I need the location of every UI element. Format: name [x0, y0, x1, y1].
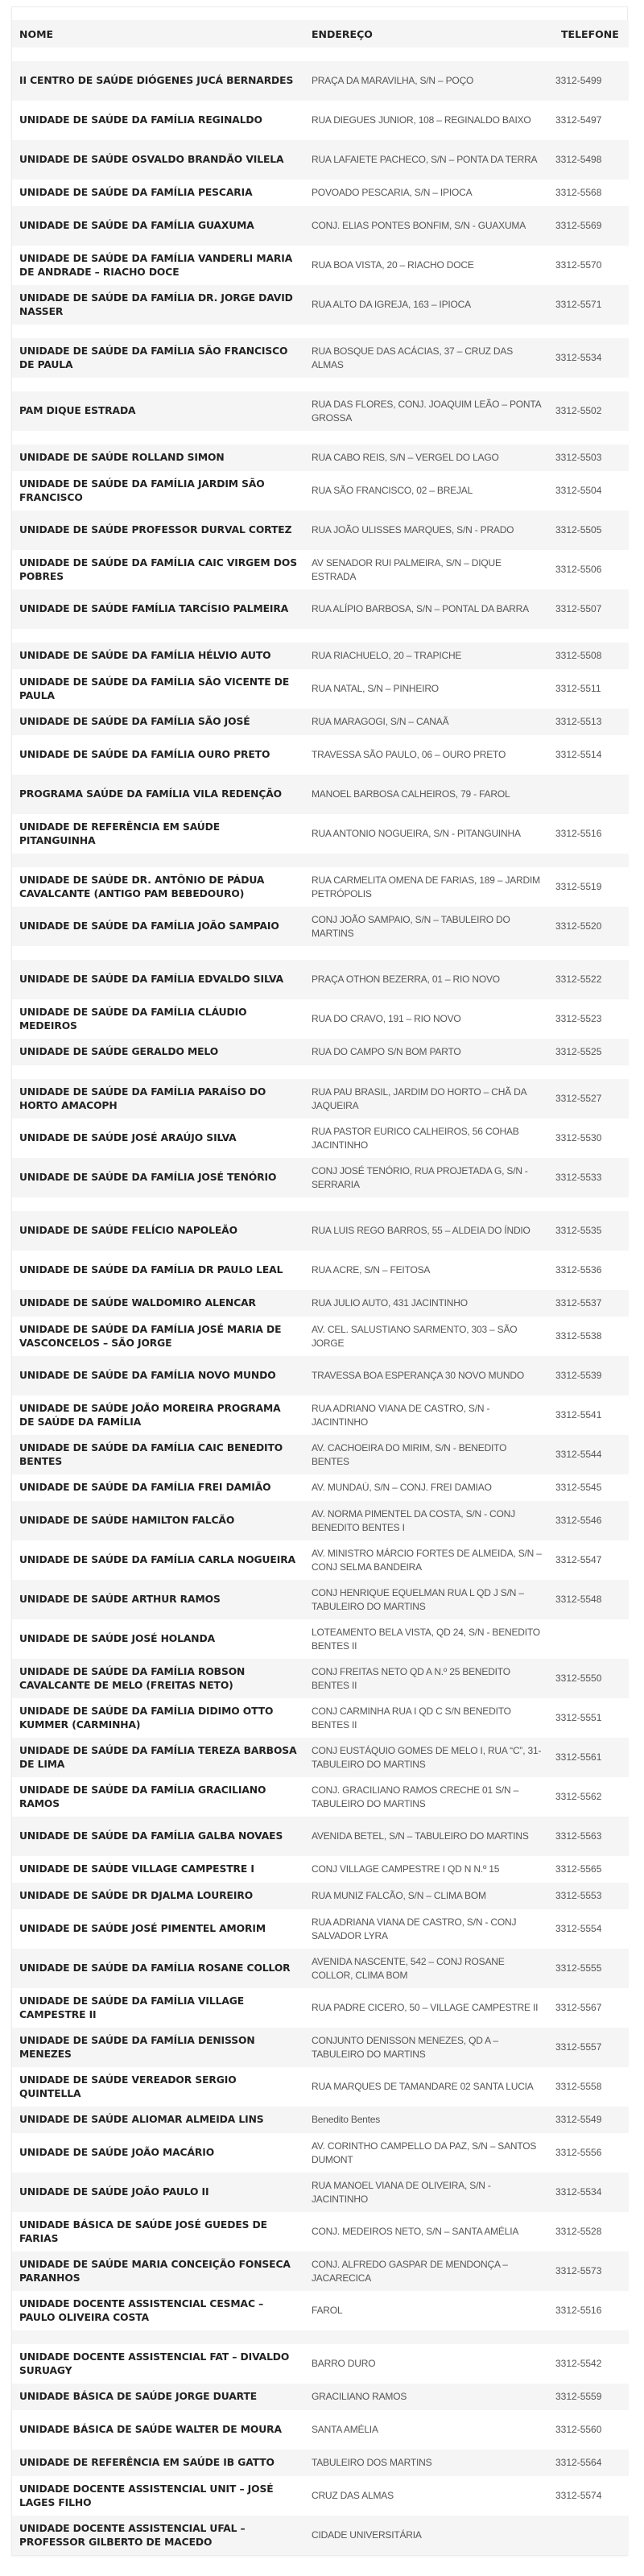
- cell-name: UNIDADE DE SAÚDE DR DJALMA LOUREIRO: [19, 1890, 254, 1901]
- spacer-cell: [12, 48, 629, 61]
- cell-phone: 3312-5522: [555, 974, 602, 985]
- header-address: ENDEREÇO: [304, 20, 554, 48]
- cell-phone: 3312-5554: [555, 1923, 602, 1934]
- cell-phone: 3312-5570: [555, 259, 602, 271]
- cell-name: UNIDADE DE SAÚDE DA FAMÍLIA REGINALDO: [19, 114, 262, 126]
- cell-address: CONJUNTO DENISSON MENEZES, QD A – TABULEIRO DO MARTINS: [312, 2034, 498, 2060]
- cell-address: POVOADO PESCARIA, S/N – IPIOCA: [312, 187, 473, 198]
- table-row: [12, 2450, 629, 2476]
- cell-phone: 3312-5541: [555, 1409, 602, 1420]
- cell-name: UNIDADE DE SAÚDE ALIOMAR ALMEIDA LINS: [19, 2114, 264, 2125]
- cell-phone: 3312-5547: [555, 1554, 602, 1565]
- table-row: [12, 999, 629, 1039]
- cell-phone: 3312-5538: [555, 1330, 602, 1342]
- cell-name: UNIDADE DE SAÚDE PROFESSOR DURVAL CORTEZ: [19, 524, 292, 535]
- cell-address: SANTA AMÉLIA: [312, 2424, 378, 2435]
- cell-name: UNIDADE DE SAÚDE DA FAMÍLIA PESCARIA: [19, 187, 253, 198]
- cell-name: UNIDADE DE SAÚDE DA FAMÍLIA ROSANE COLLOR: [19, 1962, 291, 1974]
- cell-phone: 3312-5567: [555, 2002, 602, 2013]
- health-units-table-container: [11, 6, 628, 2556]
- cell-phone: 3312-5548: [555, 1594, 602, 1605]
- table-row: [12, 391, 629, 431]
- cell-address: CONJ. MEDEIROS NETO, S/N – SANTA AMÉLIA: [312, 2226, 519, 2237]
- table-row: [12, 101, 629, 140]
- table-row: [12, 140, 629, 180]
- table-row: [12, 1501, 629, 1540]
- cell-address: RUA ANTONIO NOGUEIRA, S/N - PITANGUINHA: [312, 828, 521, 839]
- cell-name: UNIDADE DE SAÚDE FELÍCIO NAPOLEÃO: [19, 1225, 237, 1236]
- cell-name: UNIDADE DE SAÚDE WALDOMIRO ALENCAR: [19, 1297, 256, 1309]
- table-row: [12, 1290, 629, 1317]
- cell-address: RUA PASTOR EURICO CALHEIROS, 56 COHAB JACINTINHO: [312, 1125, 519, 1151]
- table-row: [12, 285, 629, 325]
- table-row: [12, 1949, 629, 1988]
- header-name: NOME: [12, 20, 304, 48]
- cell-name: UNIDADE DOCENTE ASSISTENCIAL FAT – DIVALDO SURUAGY: [19, 2351, 290, 2376]
- cell-phone: 3312-5516: [555, 828, 602, 839]
- cell-phone: [554, 2516, 629, 2555]
- cell-address: TRAVESSA BOA ESPERANÇA 30 NOVO MUNDO: [312, 1370, 524, 1381]
- table-row: [12, 2173, 629, 2212]
- cell-phone: 3312-5556: [555, 2147, 602, 2158]
- cell-phone: 3312-5514: [555, 749, 602, 760]
- cell-name: UNIDADE DE SAÚDE JOÃO MACÁRIO: [19, 2147, 215, 2158]
- spacer-row: [12, 946, 629, 960]
- cell-address: RUA DO CAMPO S/N BOM PARTO: [312, 1046, 461, 1057]
- cell-name: UNIDADE DE SAÚDE ARTHUR RAMOS: [19, 1594, 221, 1605]
- cell-address: CONJ. ELIAS PONTES BONFIM, S/N - GUAXUMA: [312, 220, 526, 231]
- cell-address: AV. NORMA PIMENTEL DA COSTA, S/N - CONJ BENEDITO BENTES I: [312, 1507, 515, 1533]
- cell-address: RUA JULIO AUTO, 431 JACINTINHO: [312, 1297, 468, 1309]
- table-row: [12, 1356, 629, 1396]
- spacer-row: [12, 2330, 629, 2344]
- cell-address: FAROL: [312, 2305, 343, 2316]
- table-row: [12, 1435, 629, 1474]
- cell-name: UNIDADE DE SAÚDE DA FAMÍLIA CAIC VIRGEM DOS POBRES: [19, 556, 297, 582]
- cell-phone: 3312-5555: [555, 1962, 602, 1974]
- cell-address: GRACILIANO RAMOS: [312, 2391, 407, 2402]
- table-row: [12, 338, 629, 378]
- table-row: [12, 1158, 629, 1197]
- cell-phone: 3312-5534: [555, 352, 602, 363]
- table-row: [12, 1856, 629, 1883]
- cell-phone: 3312-5513: [555, 716, 602, 727]
- cell-phone: 3312-5560: [555, 2424, 602, 2435]
- cell-address: CONJ FREITAS NETO QD A N.º 25 BENEDITO BENTES II: [312, 1665, 510, 1691]
- cell-name: UNIDADE DE SAÚDE DA FAMÍLIA SÃO VICENTE DE PAULA: [19, 676, 290, 701]
- cell-name: UNIDADE DE SAÚDE DA FAMÍLIA CARLA NOGUEIRA: [19, 1554, 295, 1565]
- cell-phone: 3312-5499: [555, 75, 602, 86]
- table-row: [12, 2251, 629, 2291]
- cell-name: UNIDADE DE SAÚDE DA FAMÍLIA EDVALDO SILVA: [19, 974, 284, 985]
- table-row: [12, 1540, 629, 1580]
- table-header-row: [12, 20, 629, 48]
- cell-address: AV. CACHOEIRA DO MIRIM, S/N - BENEDITO BENTES: [312, 1441, 507, 1467]
- cell-address: AVENIDA BETEL, S/N – TABULEIRO DO MARTINS: [312, 1830, 529, 1842]
- table-row: [12, 867, 629, 907]
- cell-address: CRUZ DAS ALMAS: [312, 2490, 394, 2501]
- table-row: [12, 246, 629, 285]
- cell-name: UNIDADE DE SAÚDE DA FAMÍLIA GRACILIANO RAMOS: [19, 1784, 266, 1809]
- cell-phone: 3312-5534: [555, 2186, 602, 2198]
- cell-address: AV. CORINTHO CAMPELLO DA PAZ, S/N – SANTOS DUMONT: [312, 2140, 537, 2165]
- cell-name: UNIDADE DE SAÚDE VEREADOR SERGIO QUINTELLA: [19, 2074, 237, 2099]
- table-row: [12, 960, 629, 999]
- spacer-row: [12, 854, 629, 867]
- table-row: [12, 2133, 629, 2173]
- cell-phone: 3312-5558: [555, 2081, 602, 2092]
- cell-address: AVENIDA NASCENTE, 542 – CONJ ROSANE COLLOR, CLIMA BOM: [312, 1955, 505, 1981]
- cell-address: CONJ CARMINHA RUA I QD C S/N BENEDITO BENTES II: [312, 1705, 511, 1730]
- table-row: [12, 1817, 629, 1856]
- table-row: [12, 2344, 629, 2384]
- table-row: [12, 735, 629, 775]
- cell-address: RUA ACRE, S/N – FEITOSA: [312, 1264, 431, 1276]
- cell-name: UNIDADE DE SAÚDE MARIA CONCEIÇÃO FONSECA PARANHOS: [19, 2258, 291, 2284]
- cell-name: UNIDADE DE SAÚDE GERALDO MELO: [19, 1046, 219, 1057]
- cell-name: UNIDADE BÁSICA DE SAÚDE WALTER DE MOURA: [19, 2424, 282, 2435]
- cell-phone: 3312-5530: [555, 1132, 602, 1143]
- table-row: [12, 814, 629, 854]
- table-body: [12, 48, 629, 2555]
- table-row: [12, 1738, 629, 1777]
- spacer-row: [12, 48, 629, 61]
- cell-name: UNIDADE DE SAÚDE DA FAMÍLIA OURO PRETO: [19, 749, 270, 760]
- cell-address: RUA PAU BRASIL, JARDIM DO HORTO – CHÃ DA JAQUEIRA: [312, 1085, 526, 1111]
- cell-name: UNIDADE DOCENTE ASSISTENCIAL UFAL – PROFESSOR GILBERTO DE MACEDO: [19, 2522, 246, 2548]
- cell-phone: 3312-5528: [555, 2226, 602, 2237]
- spacer-cell: [12, 854, 629, 867]
- table-row: [12, 1698, 629, 1738]
- table-row: [12, 1079, 629, 1118]
- cell-phone: 3312-5506: [555, 564, 602, 575]
- cell-phone: 3312-5527: [555, 1093, 602, 1104]
- cell-phone: 3312-5553: [555, 1890, 602, 1901]
- cell-address: PRAÇA DA MARAVILHA, S/N – POÇO: [312, 75, 474, 86]
- table-row: [12, 589, 629, 629]
- spacer-row: [12, 325, 629, 338]
- cell-phone: 3312-5569: [555, 220, 602, 231]
- cell-name: UNIDADE DE REFERÊNCIA EM SAÚDE PITANGUINHA: [19, 821, 221, 846]
- table-row: [12, 471, 629, 511]
- table-row: [12, 709, 629, 735]
- table-row: [12, 1317, 629, 1356]
- spacer-cell: [12, 378, 629, 391]
- cell-address: RUA DO CRAVO, 191 – RIO NOVO: [312, 1013, 461, 1024]
- table-row: [12, 1619, 629, 1659]
- table-row: [12, 2212, 629, 2251]
- cell-address: CONJ VILLAGE CAMPESTRE I QD N N.º 15: [312, 1863, 500, 1875]
- cell-address: RUA BOSQUE DAS ACÁCIAS, 37 – CRUZ DAS ALMAS: [312, 345, 514, 370]
- cell-phone: 3312-5565: [555, 1863, 602, 1875]
- cell-phone: 3312-5523: [555, 1013, 602, 1024]
- cell-phone: 3312-5520: [555, 920, 602, 932]
- cell-address: RUA DAS FLORES, CONJ. JOAQUIM LEÃO – PONTA GROSSA: [312, 398, 541, 424]
- table-row: [12, 1474, 629, 1501]
- cell-phone: 3312-5502: [555, 405, 602, 416]
- cell-name: UNIDADE DE SAÚDE DA FAMÍLIA JOSÉ TENÓRIO: [19, 1172, 277, 1183]
- table-row: [12, 61, 629, 101]
- cell-address: CONJ. GRACILIANO RAMOS CRECHE 01 S/N – TABULEIRO DO MARTINS: [312, 1784, 519, 1809]
- cell-name: UNIDADE DE SAÚDE JOÃO MOREIRA PROGRAMA DE SAÚDE DA FAMÍLIA: [19, 1402, 281, 1428]
- cell-phone: 3312-5568: [555, 187, 602, 198]
- cell-name: UNIDADE DE SAÚDE HAMILTON FALCÃO: [19, 1515, 235, 1526]
- table-row: [12, 1883, 629, 1909]
- spacer-cell: [12, 2330, 629, 2344]
- spacer-row: [12, 1197, 629, 1211]
- cell-name: UNIDADE DE SAÚDE JOSÉ HOLANDA: [19, 1633, 216, 1644]
- cell-name: UNIDADE DE SAÚDE JOÃO PAULO II: [19, 2186, 209, 2198]
- cell-name: UNIDADE DE SAÚDE DA FAMÍLIA GUAXUMA: [19, 220, 254, 231]
- health-units-table: [12, 20, 629, 2555]
- table-row: [12, 1118, 629, 1158]
- cell-address: RUA NATAL, S/N – PINHEIRO: [312, 683, 439, 694]
- cell-name: UNIDADE DE SAÚDE DR. ANTÔNIO DE PÁDUA CAVALCANTE (ANTIGO PAM BEBEDOURO): [19, 874, 265, 899]
- table-row: [12, 643, 629, 669]
- cell-name: UNIDADE DE SAÚDE DA FAMÍLIA PARAÍSO DO HORTO AMACOPH: [19, 1085, 266, 1111]
- table-row: [12, 1211, 629, 1251]
- cell-phone: 3312-5562: [555, 1791, 602, 1802]
- cell-address: RUA ADRIANO VIANA DE CASTRO, S/N - JACINTINHO: [312, 1402, 490, 1428]
- cell-address: CONJ EUSTÁQUIO GOMES DE MELO I, RUA “C”, 31- TABULEIRO DO MARTINS: [312, 1744, 542, 1770]
- cell-address: RUA MANOEL VIANA DE OLIVEIRA, S/N - JACINTINHO: [312, 2179, 491, 2205]
- table-row: [12, 511, 629, 550]
- cell-phone: 3312-5497: [555, 114, 602, 126]
- cell-phone: 3312-5519: [555, 881, 602, 892]
- cell-phone: 3312-5508: [555, 650, 602, 661]
- cell-name: UNIDADE DE SAÚDE DA FAMÍLIA SÃO FRANCISCO DE PAULA: [19, 345, 288, 370]
- cell-phone: 3312-5503: [555, 452, 602, 463]
- cell-name: UNIDADE DE SAÚDE DA FAMÍLIA VILLAGE CAMPESTRE II: [19, 1995, 245, 2020]
- cell-phone: 3312-5507: [555, 603, 602, 614]
- cell-address: RUA JOÃO ULISSES MARQUES, S/N - PRADO: [312, 524, 514, 535]
- cell-phone: 3312-5564: [555, 2457, 602, 2468]
- spacer-row: [12, 629, 629, 643]
- cell-phone: [554, 1619, 629, 1659]
- cell-phone: 3312-5563: [555, 1830, 602, 1842]
- table-row: [12, 1909, 629, 1949]
- cell-address: CONJ. ALFREDO GASPAR DE MENDONÇA – JACARECICA: [312, 2258, 508, 2284]
- spacer-cell: [12, 1197, 629, 1211]
- cell-phone: 3312-5545: [555, 1482, 602, 1493]
- cell-phone: 3312-5544: [555, 1449, 602, 1460]
- cell-name: UNIDADE DE SAÚDE ROLLAND SIMON: [19, 452, 225, 463]
- cell-name: UNIDADE BÁSICA DE SAÚDE JORGE DUARTE: [19, 2391, 258, 2402]
- cell-address: RUA CARMELITA OMENA DE FARIAS, 189 – JARDIM PETRÓPOLIS: [312, 874, 540, 899]
- cell-name: UNIDADE DE SAÚDE DA FAMÍLIA DR PAULO LEAL: [19, 1264, 283, 1276]
- cell-name: UNIDADE DE SAÚDE DA FAMÍLIA JARDIM SÃO FRANCISCO: [19, 478, 265, 503]
- cell-phone: 3312-5533: [555, 1172, 602, 1183]
- cell-phone: 3312-5505: [555, 524, 602, 535]
- table-row: [12, 1777, 629, 1817]
- cell-address: AV. MINISTRO MÁRCIO FORTES DE ALMEIDA, S/N – CONJ SELMA BANDEIRA: [312, 1547, 542, 1573]
- table-row: [12, 550, 629, 589]
- cell-address: RUA DIEGUES JUNIOR, 108 – REGINALDO BAIXO: [312, 114, 531, 126]
- cell-phone: 3312-5557: [555, 2041, 602, 2053]
- cell-name: UNIDADE DE SAÚDE DA FAMÍLIA CAIC BENEDITO BENTES: [19, 1441, 283, 1467]
- cell-name: UNIDADE DE SAÚDE DA FAMÍLIA DR. JORGE DAVID NASSER: [19, 292, 293, 317]
- header-phone: TELEFONE: [554, 20, 629, 48]
- cell-address: PRAÇA OTHON BEZERRA, 01 – RIO NOVO: [312, 974, 500, 985]
- spacer-cell: [12, 431, 629, 444]
- table-row: [12, 1580, 629, 1619]
- table-row: [12, 2384, 629, 2410]
- cell-name: UNIDADE DE SAÚDE DA FAMÍLIA DENISSON MENEZES: [19, 2034, 255, 2060]
- cell-name: UNIDADE DE SAÚDE DA FAMÍLIA ROBSON CAVALCANTE DE MELO (FREITAS NETO): [19, 1665, 246, 1691]
- table-row: [12, 444, 629, 471]
- cell-name: UNIDADE DE SAÚDE DA FAMÍLIA SÃO JOSÉ: [19, 716, 250, 727]
- cell-phone: 3312-5516: [555, 2305, 602, 2316]
- cell-name: UNIDADE DE SAÚDE DA FAMÍLIA CLÁUDIO MEDEIROS: [19, 1006, 247, 1032]
- cell-address: RUA SÃO FRANCISCO, 02 – BREJAL: [312, 485, 473, 496]
- cell-address: TABULEIRO DOS MARTINS: [312, 2457, 432, 2468]
- cell-address: Benedito Bentes: [312, 2114, 381, 2125]
- table-row: [12, 1039, 629, 1065]
- cell-address: RUA RIACHUELO, 20 – TRAPICHE: [312, 650, 462, 661]
- cell-address: RUA ALTO DA IGREJA, 163 – IPIOCA: [312, 299, 471, 310]
- cell-phone: 3312-5559: [555, 2391, 602, 2402]
- cell-phone: 3312-5574: [555, 2490, 602, 2501]
- cell-phone: 3312-5511: [555, 683, 601, 694]
- cell-name: UNIDADE DE SAÚDE FAMÍLIA TARCÍSIO PALMEIRA: [19, 603, 289, 614]
- spacer-row: [12, 1065, 629, 1079]
- cell-name: UNIDADE DE SAÚDE DA FAMÍLIA GALBA NOVAES: [19, 1830, 283, 1842]
- cell-address: AV. CEL. SALUSTIANO SARMENTO, 303 – SÃO JORGE: [312, 1323, 518, 1349]
- cell-phone: 3312-5546: [555, 1515, 602, 1526]
- table-row: [12, 180, 629, 206]
- cell-phone: 3312-5504: [555, 485, 602, 496]
- cell-phone: 3312-5539: [555, 1370, 602, 1381]
- cell-phone: 3312-5537: [555, 1297, 602, 1309]
- cell-name: PAM DIQUE ESTRADA: [19, 405, 136, 416]
- table-row: [12, 1251, 629, 1290]
- cell-name: UNIDADE DE SAÚDE DA FAMÍLIA FREI DAMIÃO: [19, 1482, 271, 1493]
- cell-phone: 3312-5571: [555, 299, 602, 310]
- cell-name: UNIDADE DE SAÚDE JOSÉ ARAÚJO SILVA: [19, 1132, 237, 1143]
- cell-address: RUA LUIS REGO BARROS, 55 – ALDEIA DO ÍNDIO: [312, 1225, 530, 1236]
- table-row: [12, 1396, 629, 1435]
- cell-address: RUA MUNIZ FALCÃO, S/N – CLIMA BOM: [312, 1890, 486, 1901]
- table-row: [12, 2067, 629, 2107]
- cell-address: MANOEL BARBOSA CALHEIROS, 79 - FAROL: [312, 788, 510, 800]
- cell-address: TRAVESSA SÃO PAULO, 06 – OURO PRETO: [312, 749, 506, 760]
- cell-name: UNIDADE BÁSICA DE SAÚDE JOSÉ GUEDES DE FARIAS: [19, 2218, 267, 2244]
- cell-name: II CENTRO DE SAÚDE DIÓGENES JUCÁ BERNARDES: [19, 75, 294, 86]
- table-row: [12, 2476, 629, 2516]
- cell-name: UNIDADE DE SAÚDE DA FAMÍLIA JOÃO SAMPAIO: [19, 920, 279, 932]
- table-row: [12, 775, 629, 814]
- table-row: [12, 2291, 629, 2330]
- cell-address: CONJ JOSÉ TENÓRIO, RUA PROJETADA G, S/N - SERRARIA: [312, 1164, 528, 1190]
- cell-address: LOTEAMENTO BELA VISTA, QD 24, S/N - BENEDITO BENTES II: [312, 1626, 540, 1652]
- cell-name: UNIDADE DOCENTE ASSISTENCIAL UNIT – JOSÉ LAGES FILHO: [19, 2483, 274, 2508]
- table-row: [12, 669, 629, 709]
- cell-address: AV SENADOR RUI PALMEIRA, S/N – DIQUE ESTRADA: [312, 556, 502, 582]
- cell-phone: [554, 775, 629, 814]
- cell-address: RUA BOA VISTA, 20 – RIACHO DOCE: [312, 259, 474, 271]
- table-row: [12, 2107, 629, 2133]
- cell-phone: 3312-5542: [555, 2358, 602, 2369]
- cell-address: CIDADE UNIVERSITÁRIA: [312, 2529, 422, 2541]
- cell-name: UNIDADE DE SAÚDE DA FAMÍLIA NOVO MUNDO: [19, 1370, 276, 1381]
- cell-name: UNIDADE DE SAÚDE JOSÉ PIMENTEL AMORIM: [19, 1923, 266, 1934]
- spacer-row: [12, 378, 629, 391]
- cell-name: UNIDADE DE SAÚDE DA FAMÍLIA HÉLVIO AUTO: [19, 650, 271, 661]
- table-row: [12, 2516, 629, 2555]
- cell-address: CONJ HENRIQUE EQUELMAN RUA L QD J S/N – TABULEIRO DO MARTINS: [312, 1586, 524, 1612]
- table-row: [12, 1659, 629, 1698]
- spacer-cell: [12, 325, 629, 338]
- cell-name: UNIDADE DE SAÚDE DA FAMÍLIA JOSÉ MARIA DE VASCONCELOS – SÃO JORGE: [19, 1323, 282, 1349]
- cell-phone: 3312-5551: [555, 1712, 602, 1723]
- table-row: [12, 1988, 629, 2028]
- cell-name: UNIDADE DE SAÚDE VILLAGE CAMPESTRE I: [19, 1863, 254, 1875]
- cell-address: RUA CABO REIS, S/N – VERGEL DO LAGO: [312, 452, 499, 463]
- cell-address: RUA MARQUES DE TAMANDARE 02 SANTA LUCIA: [312, 2081, 534, 2092]
- cell-name: UNIDADE DE SAÚDE DA FAMÍLIA TEREZA BARBOSA DE LIMA: [19, 1744, 297, 1770]
- cell-address: RUA ALÍPIO BARBOSA, S/N – PONTAL DA BARRA: [312, 603, 529, 614]
- cell-phone: 3312-5550: [555, 1673, 602, 1684]
- cell-address: RUA MARAGOGI, S/N – CANAÃ: [312, 716, 449, 727]
- table-row: [12, 907, 629, 946]
- spacer-cell: [12, 946, 629, 960]
- cell-phone: 3312-5525: [555, 1046, 602, 1057]
- cell-name: UNIDADE DOCENTE ASSISTENCIAL CESMAC – PAULO OLIVEIRA COSTA: [19, 2297, 264, 2323]
- cell-address: RUA ADRIANA VIANA DE CASTRO, S/N - CONJ SALVADOR LYRA: [312, 1916, 517, 1941]
- spacer-row: [12, 431, 629, 444]
- cell-phone: 3312-5561: [555, 1751, 602, 1763]
- cell-name: UNIDADE DE SAÚDE DA FAMÍLIA DIDIMO OTTO KUMMER (CARMINHA): [19, 1705, 274, 1730]
- spacer-cell: [12, 1065, 629, 1079]
- cell-name: UNIDADE DE SAÚDE OSVALDO BRANDÃO VILELA: [19, 154, 284, 165]
- cell-address: RUA LAFAIETE PACHECO, S/N – PONTA DA TERRA: [312, 154, 538, 165]
- table-row: [12, 2410, 629, 2450]
- table-row: [12, 206, 629, 246]
- cell-phone: 3312-5549: [555, 2114, 602, 2125]
- cell-name: UNIDADE DE REFERÊNCIA EM SAÚDE IB GATTO: [19, 2457, 275, 2468]
- cell-phone: 3312-5535: [555, 1225, 602, 1236]
- cell-address: RUA PADRE CICERO, 50 – VILLAGE CAMPESTRE II: [312, 2002, 539, 2013]
- cell-address: BARRO DURO: [312, 2358, 376, 2369]
- table-row: [12, 2028, 629, 2067]
- cell-phone: 3312-5498: [555, 154, 602, 165]
- cell-phone: 3312-5573: [555, 2265, 602, 2276]
- cell-address: AV. MUNDAÚ, S/N – CONJ. FREI DAMIAO: [312, 1482, 492, 1493]
- cell-address: CONJ JOÃO SAMPAIO, S/N – TABULEIRO DO MARTINS: [312, 913, 510, 939]
- spacer-cell: [12, 629, 629, 643]
- cell-name: UNIDADE DE SAÚDE DA FAMÍLIA VANDERLI MARIA DE ANDRADE – RIACHO DOCE: [19, 252, 293, 278]
- cell-name: PROGRAMA SAÚDE DA FAMÍLIA VILA REDENÇÃO: [19, 788, 283, 800]
- cell-phone: 3312-5536: [555, 1264, 602, 1276]
